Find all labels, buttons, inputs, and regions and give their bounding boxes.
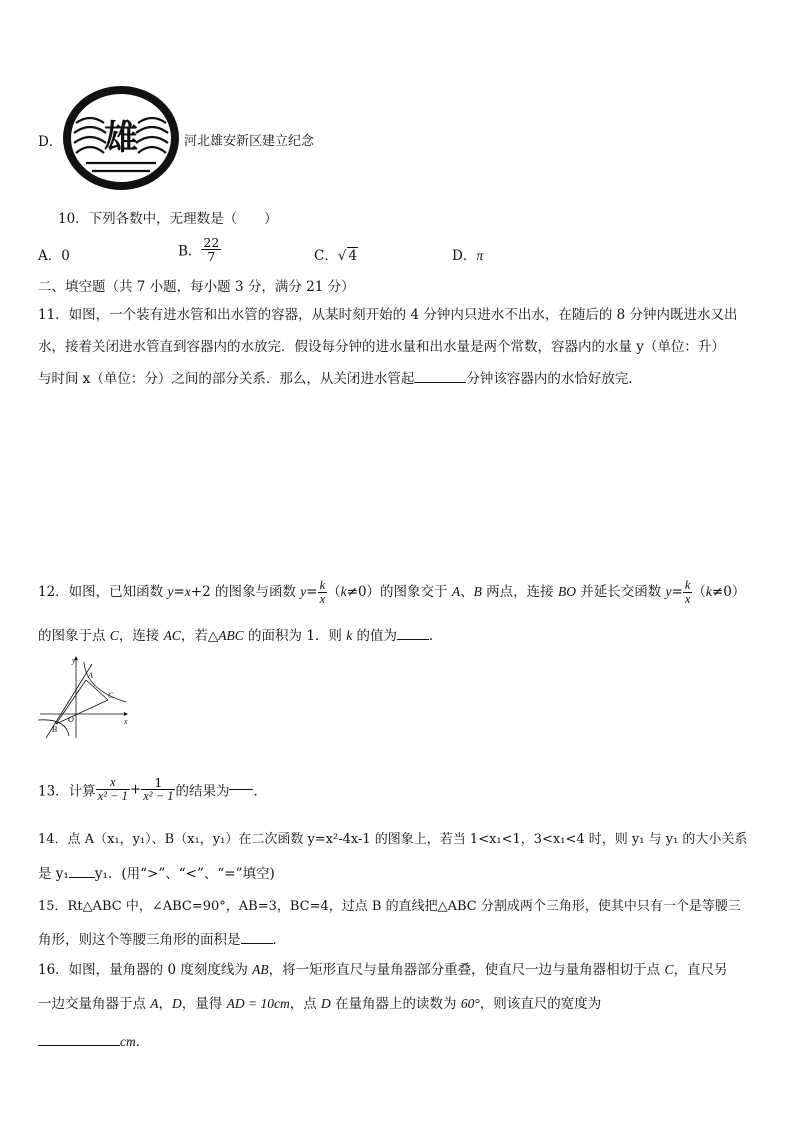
q10-option-d: D．π: [452, 248, 484, 264]
section-heading: 二、填空题（共 7 小题，每小题 3 分，满分 21 分）: [38, 279, 355, 295]
q10-option-a: A．0: [38, 248, 70, 264]
q12-graph: [36, 654, 132, 740]
answer-blank: [38, 1045, 120, 1046]
q14-line1: 14．点 A（x₁，y₁）、B（x₁，y₁）在二次函数 y=x²-4x-1 的图象上，若当 1<x₁<1，3<x₁<4 时，则 y₁ 与 y₁ 的大小关系: [38, 832, 748, 847]
option-d-caption: 河北雄安新区建立纪念: [184, 134, 315, 149]
q16-line3: cm．: [38, 1030, 149, 1050]
q12-line1: 12．如图，已知函数 y=x+2 的图象与函数 y= $\frac{k}{x}$ （k≠0）的图象交于 A、B 两点，连接 BO 并延长交函数 y= $\frac{k}{x}$ （k≠0）: [38, 578, 746, 607]
graph-label-y: y: [72, 656, 76, 665]
q10-stem: 10．下列各数中，无理数是（ ）: [58, 211, 278, 227]
graph-label-c: C: [108, 691, 114, 700]
q11-line2: 水，接着关闭进水管直到容器内的水放完．假设每分钟的进水量和出水量是两个常数，容器内的水量 y（单位：升）: [38, 339, 725, 355]
graph-label-a: A: [88, 671, 93, 680]
graph-label-x: x: [124, 717, 128, 726]
answer-blank: [241, 943, 273, 944]
q10-option-c: C．√ 4: [314, 248, 358, 264]
q11-line1: 11．如图，一个装有进水管和出水管的容器，从某时刻开始的 4 分钟内只进水不出水，在随后的 8 分钟内既进水又出: [38, 307, 738, 323]
q13-line: 13．计算 $\frac{x}{\text{x² − 1}}$ + $\frac{1}{\text{x² − 1}}$ 的结果为 ．: [38, 775, 267, 804]
option-d-label: D．: [38, 134, 63, 150]
answer-blank: [414, 382, 466, 383]
commemorative-seal-image: [60, 83, 182, 193]
answer-blank: [397, 639, 429, 640]
graph-label-b: B: [52, 725, 57, 734]
q15-line2: 角形，则这个等腰三角形的面积是 ．: [38, 932, 286, 948]
seal-character: 雄: [104, 118, 138, 158]
q10-option-b: B． $\frac{22}{7}$: [178, 235, 220, 265]
q11-line3: 与时间 x（单位：分）之间的部分关系．那么，从关闭进水管起 分钟该容器内的水恰好放完．: [38, 371, 642, 387]
q14-line2: 是 y₁ y₁．(用“>”、“<”、“=”填空): [38, 866, 275, 882]
graph-label-o: O: [68, 715, 74, 724]
q12-line2: 的图象于点 C，连接 AC，若△ABC 的面积为 1．则 k 的值为 ．: [38, 628, 443, 644]
answer-blank: [229, 789, 253, 790]
answer-blank: [69, 877, 95, 878]
q16-line1: 16．如图，量角器的 0 度刻度线为 AB，将一矩形直尺与量角器部分重叠，使直尺一边与量角器相切于点 C，直尺另: [38, 962, 728, 978]
q15-line1: 15．Rt△ABC 中，∠ABC=90°，AB=3，BC=4，过点 B 的直线把△ABC 分割成两个三角形，使其中只有一个是等腰三: [38, 899, 741, 914]
q16-line2: 一边交量角器于点 A，D，量得 AD = 10cm，点 D 在量角器上的读数为 60°，则该直尺的宽度为: [38, 996, 602, 1012]
